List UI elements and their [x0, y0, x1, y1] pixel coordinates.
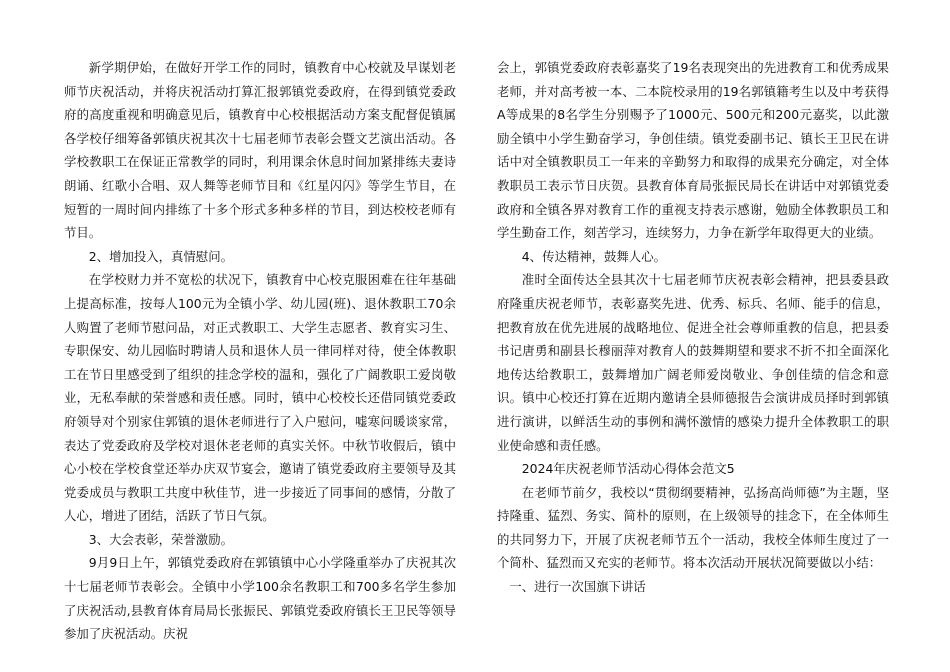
- paragraph-commendation: 9月9日上午，郭镇党委政府在郭镇镇中心小学隆重举办了庆祝其次十七届老师节表彰会。全镇中小学100余名教职工和700多名学生参加了庆祝活动,县教育体育局局长张振民、郭镇党委政府镇长王卫民等领导参加了庆祝活动。庆祝: [64, 555, 456, 642]
- paragraph-condolence: 在学校财力并不宽松的状况下，镇教育中心校克服困难在往年基础上提高标准，按每人100元为全镇小学、幼儿园(班)、退休教职工70余人购置了老师节慰问品，对正式教职工、大学生志愿者、教育实习生、专职保安、幼儿园临时聘请人员和退休人员一律同样对待，使全体教职工在节日里感受到了组织的挂念学校的温和，强化了广阔教职工爱岗敬业，无私奉献的荣誉感和责任感。同时，镇中心校校长还借同镇党委政府领导对个别家住郭镇的退休老师进行了入户慰问，嘘寒问暖谈家常，表达了党委政府及学校对退休老老师的真实关怀。中秋节收假后，镇中心小校在学校食堂还举办庆双节宴会，邀请了镇党委政府主要领导及其党委成员与教职工共度中秋佳节，进一步接近了同事间的感情，分散了人心，增进了团结，活跃了节日气氛。: [64, 272, 456, 524]
- section-heading-4: 4、传达精神，鼓舞人心。: [521, 248, 666, 264]
- paragraph-spirit: 准时全面传达全县其次十七届老师节庆祝表彰会精神，把县委县政府隆重庆祝老师节，表彰嘉奖先进、优秀、标兵、名师、能手的信息，把教育放在优先进展的战略地位、促进全社会尊师重教的信息，把县委书记唐勇和副县长穆丽萍对教育人的鼓舞期望和要求不折不扣全面深化地传达给教职工，鼓舞增加广阔老师爱岗敬业、争创佳绩的信念和意识。镇中心校还打算在近期内邀请全县师德报告会演讲成员择时到郭镇进行演讲，以鲜活生动的事例和满怀激情的感染力提升全体教职工的职业使命感和责任感。: [497, 272, 889, 453]
- right-text-column: [497, 56, 889, 599]
- paragraph-intro: 新学期伊始，在做好开学工作的同时，镇教育中心校就及早谋划老师节庆祝活动，并将庆祝活动打算汇报郭镇党委政府，在得到镇党委政府的高度重视和明确意见后，镇教育中心校根据活动方案支配督促镇属各学校仔细筹备郭镇庆祝其次十七届老师节表彰会暨文艺演出活动。各学校教职工在保证正常教学的同时，利用课余休息时间加紧排练夫妻诗朗诵、红歌小合唱、双人舞等老师节目和《红星闪闪》等学生节目，在短暂的一周时间内排练了十多个形式多种多样的节目，到达校校老师有节目。: [64, 60, 456, 241]
- paragraph-essay-intro: 在老师节前夕，我校以“贯彻纲要精神，弘扬高尚师德”为主题，坚持隆重、猛烈、务实、简朴的原则，在上级领导的挂念下，在全体师生的共同努力下，开展了庆祝老师节五个一活动，我校全体师生度过了一个简朴、猛烈而又充实的老师节。将本次活动开展状况简要做以小结：: [497, 484, 889, 571]
- paragraph-commendation-continued: 会上，郭镇党委政府表彰嘉奖了19名表现突出的先进教育工和优秀成果老师，并对高考被一本、二本院校录用的19名郭镇籍考生以及中考获得A等成果的8名学生分别赐予了1000元、500元和200元嘉奖，以此激励全镇中小学生勤奋学习，争创佳绩。镇党委副书记、镇长王卫民在讲话中对全镇教职员工一年来的辛勤努力和取得的成果充分确定，对全体教职员工表示节日庆贺。县教育体育局张振民局长在讲话中对郭镇党委政府和全镇各界对教育工作的重视支持表示感谢，勉励全体教职员工和学生勤奋工作，刻苦学习，连续努力，力争在新学年取得更大的业绩。: [497, 60, 889, 241]
- essay-title: 2024年庆祝老师节活动心得体会范文5: [521, 461, 735, 477]
- section-heading-2: 2、增加投入，真情慰问。: [88, 248, 233, 264]
- subsection-heading-1: 一、进行一次国旗下讲话: [509, 579, 646, 595]
- left-text-column: [64, 56, 456, 646]
- section-heading-3: 3、大会表彰，荣誉激励。: [88, 531, 233, 547]
